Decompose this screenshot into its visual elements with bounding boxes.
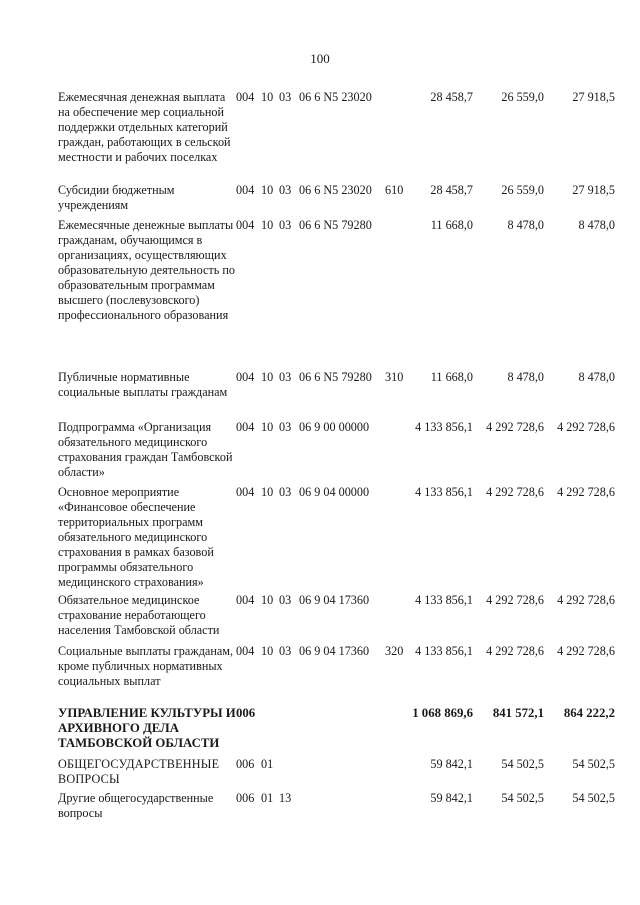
row-section-code: 10: [261, 420, 274, 434]
row-amount-2025: 8 478,0: [578, 370, 615, 384]
row-target-code: 06 9 00 00000: [299, 420, 370, 434]
row-expense-type: 610: [385, 183, 404, 197]
row-name: Основное мероприятие «Финансовое обеспечение территориальных программ обязательного медицинского страхования в рамках базовой программы обязательного медицинского страхования»: [58, 485, 214, 589]
row-subsection-code: 03: [279, 420, 292, 434]
row-amount-2025: 4 292 728,6: [557, 644, 615, 658]
row-amount-2024: 8 478,0: [507, 370, 544, 384]
row-amount-2023: 28 458,7: [430, 183, 473, 197]
row-admin-code: 004: [236, 420, 255, 434]
row-target-code: 06 6 N5 23020: [299, 183, 372, 197]
row-admin-code: 006: [236, 706, 256, 720]
row-amount-2023: 11 668,0: [430, 370, 473, 384]
row-subsection-code: 03: [279, 90, 292, 104]
row-subsection-code: 03: [279, 370, 292, 384]
row-amount-2025: 27 918,5: [572, 183, 615, 197]
row-amount-2023: 11 668,0: [430, 218, 473, 232]
row-subsection-code: 13: [279, 791, 292, 805]
row-amount-2023: 4 133 856,1: [415, 420, 473, 434]
row-target-code: 06 6 N5 79280: [299, 218, 372, 232]
row-subsection-code: 03: [279, 644, 292, 658]
row-section-code: 01: [261, 791, 274, 805]
row-admin-code: 004: [236, 183, 255, 197]
row-amount-2024: 54 502,5: [501, 791, 544, 805]
row-amount-2023: 1 068 869,6: [412, 706, 473, 720]
row-section-code: 10: [261, 218, 274, 232]
row-amount-2024: 8 478,0: [507, 218, 544, 232]
row-amount-2023: 59 842,1: [430, 757, 473, 771]
row-amount-2025: 8 478,0: [578, 218, 615, 232]
row-section-code: 10: [261, 593, 274, 607]
row-admin-code: 004: [236, 485, 255, 499]
row-amount-2025: 27 918,5: [572, 90, 615, 104]
row-amount-2023: 59 842,1: [430, 791, 473, 805]
row-name: Подпрограмма «Организация обязательного медицинского страхования граждан Тамбовской области»: [58, 420, 233, 479]
row-amount-2024: 54 502,5: [501, 757, 544, 771]
row-admin-code: 004: [236, 644, 255, 658]
row-amount-2024: 4 292 728,6: [486, 420, 544, 434]
row-amount-2024: 26 559,0: [501, 90, 544, 104]
row-amount-2025: 4 292 728,6: [557, 485, 615, 499]
row-amount-2025: 4 292 728,6: [557, 420, 615, 434]
row-section-code: 10: [261, 183, 274, 197]
row-amount-2025: 54 502,5: [572, 757, 615, 771]
row-name: Ежемесячная денежная выплата на обеспечение мер социальной поддержки отдельных категорий граждан, работающих в сельской местности и рабочих поселках: [58, 90, 231, 164]
page-number: 100: [310, 51, 330, 66]
row-amount-2024: 841 572,1: [492, 706, 544, 720]
row-amount-2023: 28 458,7: [430, 90, 473, 104]
row-amount-2023: 4 133 856,1: [415, 485, 473, 499]
row-subsection-code: 03: [279, 485, 292, 499]
row-amount-2024: 4 292 728,6: [486, 485, 544, 499]
row-target-code: 06 6 N5 79280: [299, 370, 372, 384]
row-expense-type: 310: [385, 370, 404, 384]
row-target-code: 06 6 N5 23020: [299, 90, 372, 104]
row-subsection-code: 03: [279, 218, 292, 232]
row-amount-2023: 4 133 856,1: [415, 644, 473, 658]
row-target-code: 06 9 04 00000: [299, 485, 370, 499]
row-subsection-code: 03: [279, 593, 292, 607]
row-name: Публичные нормативные социальные выплаты гражданам: [58, 370, 228, 399]
row-admin-code: 006: [236, 791, 255, 805]
row-admin-code: 006: [236, 757, 255, 771]
row-admin-code: 004: [236, 90, 255, 104]
row-admin-code: 004: [236, 593, 255, 607]
row-amount-2025: 4 292 728,6: [557, 593, 615, 607]
row-name: Социальные выплаты гражданам, кроме публичных нормативных социальных выплат: [58, 644, 234, 688]
row-amount-2024: 4 292 728,6: [486, 644, 544, 658]
row-admin-code: 004: [236, 218, 255, 232]
row-subsection-code: 03: [279, 183, 292, 197]
row-section-code: 10: [261, 485, 274, 499]
row-amount-2024: 4 292 728,6: [486, 593, 544, 607]
row-section-code: 10: [261, 370, 274, 384]
row-section-code: 10: [261, 90, 274, 104]
row-expense-type: 320: [385, 644, 404, 658]
row-name: УПРАВЛЕНИЕ КУЛЬТУРЫ И АРХИВНОГО ДЕЛА ТАМБОВСКОЙ ОБЛАСТИ: [58, 706, 236, 750]
row-amount-2024: 26 559,0: [501, 183, 544, 197]
row-amount-2025: 54 502,5: [572, 791, 615, 805]
row-name: Ежемесячные денежные выплаты гражданам, обучающимся в организациях, осуществляющих образовательную деятельность по образовательным программам высшего (послевузовского) профессионального образования: [58, 218, 235, 322]
row-name: Обязательное медицинское страхование неработающего населения Тамбовской области: [58, 593, 220, 637]
row-admin-code: 004: [236, 370, 255, 384]
row-section-code: 10: [261, 644, 274, 658]
row-name: ОБЩЕГОСУДАРСТВЕННЫЕ ВОПРОСЫ: [58, 757, 220, 786]
row-section-code: 01: [261, 757, 274, 771]
row-target-code: 06 9 04 17360: [299, 593, 370, 607]
row-amount-2023: 4 133 856,1: [415, 593, 473, 607]
row-amount-2025: 864 222,2: [563, 706, 615, 720]
row-name: Другие общегосударственные вопросы: [58, 791, 214, 820]
row-target-code: 06 9 04 17360: [299, 644, 370, 658]
row-name: Субсидии бюджетным учреждениям: [58, 183, 175, 212]
